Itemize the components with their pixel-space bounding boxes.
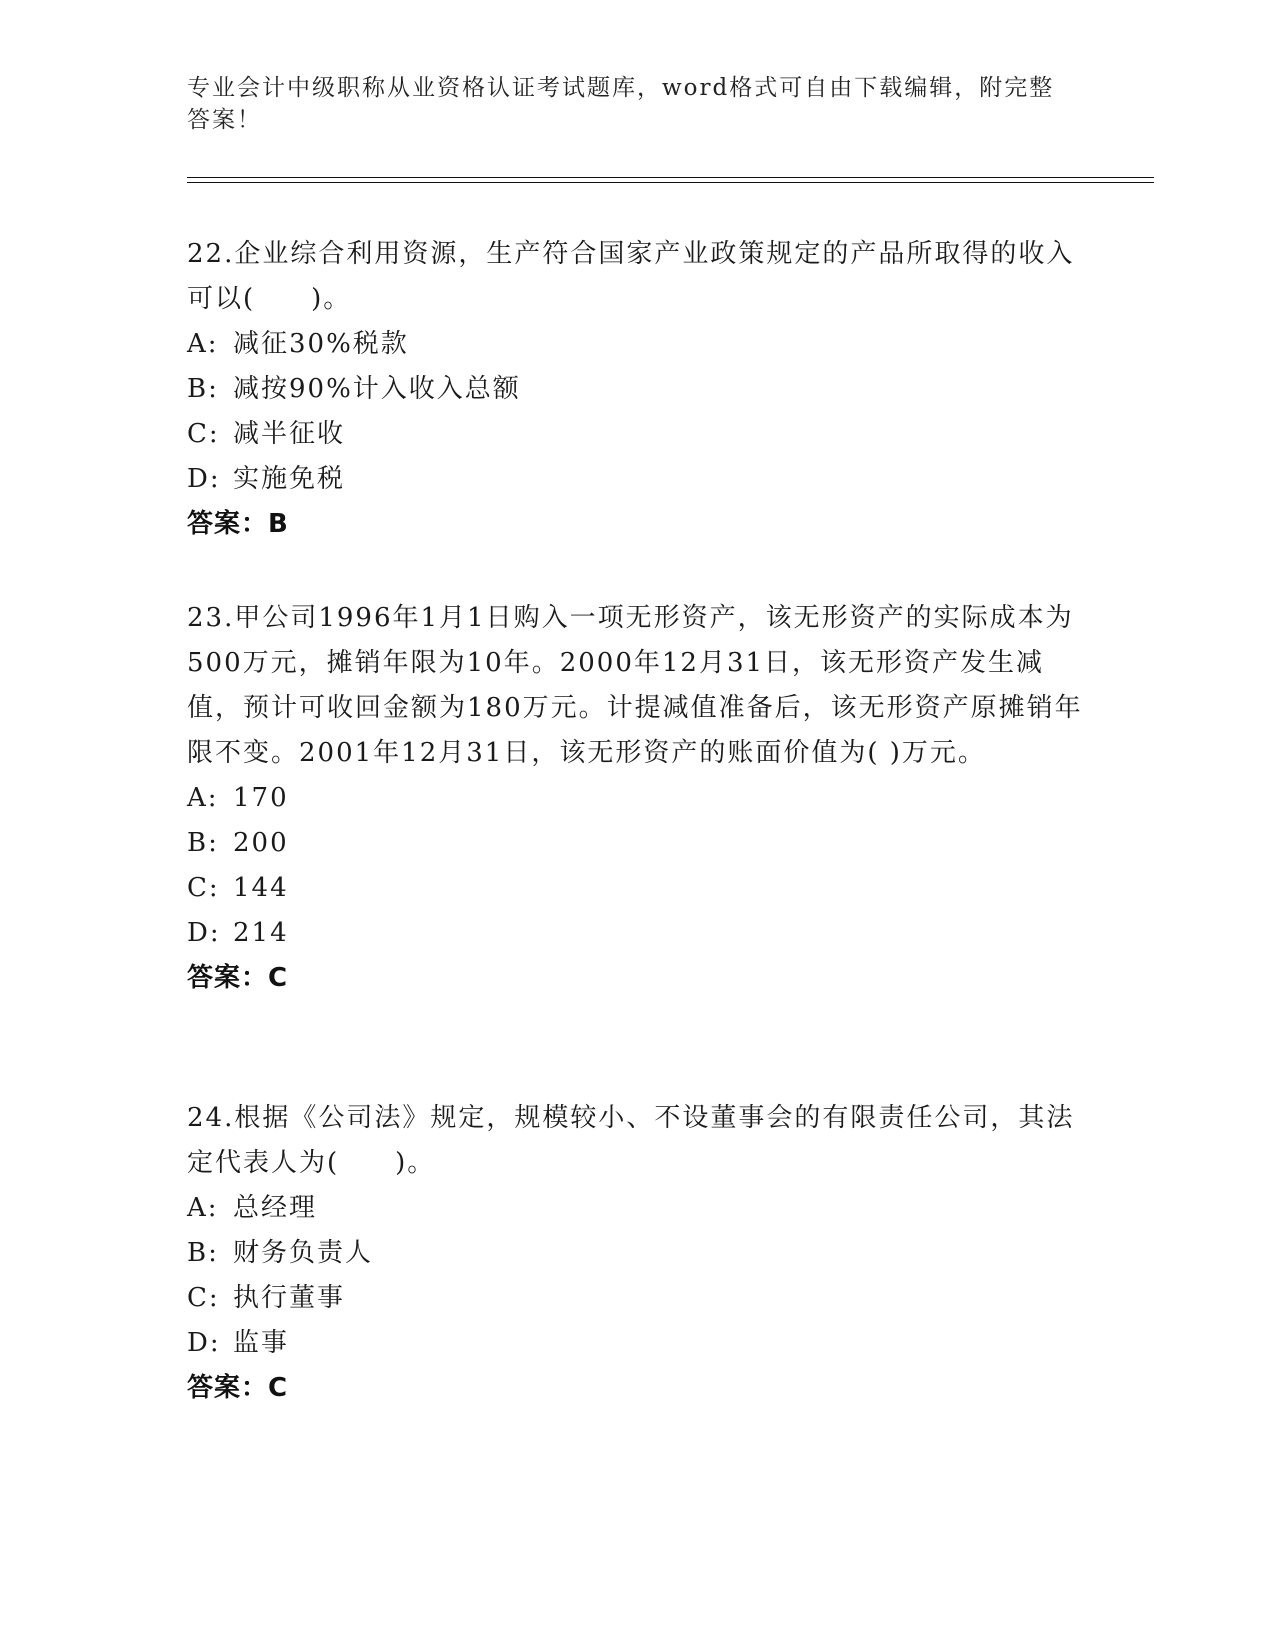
option-c [187,412,1087,457]
option-d [187,457,1087,502]
answer-line: 答案：B [187,509,289,539]
question-stem: 23.甲公司1996年1月1日购入一项无形资产，该无形资产的实际成本为500万元，摊销年限为10年。2000年12月31日，该无形资产发生减值，预计可收回金额为180万元。计提减值准备后，该无形资产原摊销年限不变。2001年12月31日，该无形资产的账面价值为( )万元。 [187,603,1083,768]
option-letter: A: [187,329,219,359]
option-text: 执行董事 [233,1283,346,1313]
option-a [187,322,1087,367]
question-stem: 22.企业综合利用资源，生产符合国家产业政策规定的产品所取得的收入可以( )。 [187,239,1075,314]
option-a [187,1186,1087,1231]
option-letter: B: [187,828,219,858]
option-text: 监事 [233,1328,290,1358]
option-letter: D: [187,464,221,494]
option-letter: C: [187,1283,220,1313]
option-c [187,866,1087,911]
option-text: 170 [233,783,289,813]
question-22 [187,232,1087,547]
option-a [187,776,1087,821]
option-text: 实施免税 [233,464,346,494]
option-text: 财务负责人 [233,1238,374,1268]
question-stem: 24.根据《公司法》规定，规模较小、不设董事会的有限责任公司，其法定代表人为( )。 [187,1103,1075,1178]
option-text: 减按90%计入收入总额 [233,374,521,404]
option-letter: C: [187,873,220,903]
option-d [187,1321,1087,1366]
answer-line: 答案：C [187,963,289,993]
option-c [187,1276,1087,1321]
option-b [187,821,1087,866]
option-text: 144 [233,873,289,903]
option-text: 总经理 [233,1193,318,1223]
option-text: 200 [233,828,289,858]
header-divider-bottom [187,182,1154,183]
header-divider-top [187,177,1154,178]
option-text: 214 [233,918,289,948]
option-letter: D: [187,918,221,948]
option-text: 减征30%税款 [233,329,409,359]
option-letter: D: [187,1328,221,1358]
page-header-text: 专业会计中级职称从业资格认证考试题库，word格式可自由下载编辑，附完整答案！ [187,75,1055,133]
answer-line: 答案：C [187,1373,289,1403]
option-d [187,911,1087,956]
option-b [187,367,1087,412]
option-letter: B: [187,1238,219,1268]
option-text: 减半征收 [233,419,346,449]
option-letter: B: [187,374,219,404]
option-letter: A: [187,1193,219,1223]
question-23 [187,596,1087,1001]
option-letter: A: [187,783,219,813]
option-letter: C: [187,419,220,449]
option-b [187,1231,1087,1276]
question-24 [187,1096,1087,1411]
